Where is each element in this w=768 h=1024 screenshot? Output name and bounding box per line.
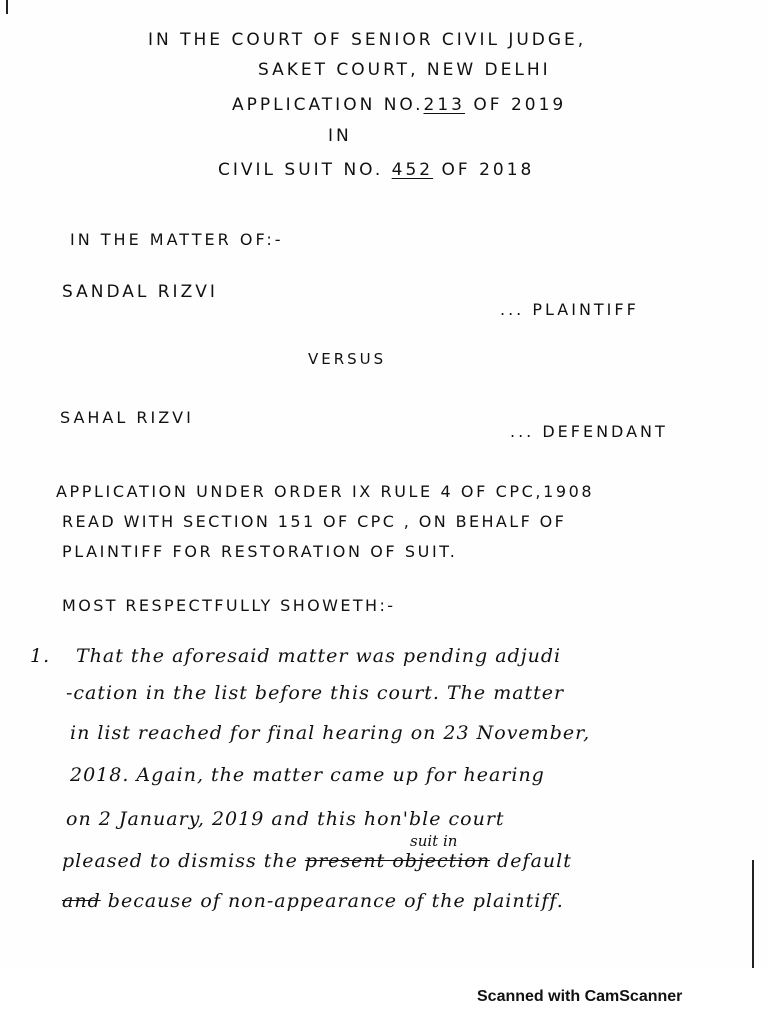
paragraph-line bbox=[62, 890, 564, 912]
defendant-role: ... DEFENDANT bbox=[510, 422, 668, 441]
paragraph-line: -cation in the list before this court. The matter bbox=[66, 682, 565, 704]
salutation: MOST RESPECTFULLY SHOWETH:- bbox=[62, 596, 396, 615]
scan-edge-mark bbox=[752, 860, 754, 968]
struck-words: present objection bbox=[304, 850, 491, 872]
paragraph-line-end: default bbox=[497, 850, 572, 872]
civil-suit-prefix: CIVIL SUIT NO. bbox=[218, 160, 384, 180]
struck-word: and bbox=[62, 890, 101, 912]
civil-suit-value: 452 bbox=[391, 160, 434, 180]
civil-suit-suffix: OF 2018 bbox=[441, 160, 535, 180]
application-number-suffix: OF 2019 bbox=[473, 95, 567, 115]
paragraph-line-text: because of non-appearance of the plaintiff. bbox=[107, 890, 564, 912]
court-title: IN THE COURT OF SENIOR CIVIL JUDGE, bbox=[148, 30, 587, 50]
plaintiff-name: SANDAL RIZVI bbox=[62, 282, 218, 302]
application-title-line: APPLICATION UNDER ORDER IX RULE 4 OF CPC,1908 bbox=[56, 482, 595, 501]
application-number-value: 213 bbox=[423, 95, 465, 115]
paragraph-number: 1. bbox=[30, 645, 51, 667]
scanner-watermark: Scanned with CamScanner bbox=[477, 988, 683, 1005]
paragraph-line bbox=[62, 850, 572, 872]
paragraph-line: on 2 January, 2019 and this hon'ble court bbox=[66, 808, 505, 830]
defendant-name: SAHAL RIZVI bbox=[60, 408, 194, 427]
application-number-prefix: APPLICATION NO. bbox=[232, 95, 424, 115]
application-number bbox=[232, 95, 566, 115]
court-location: SAKET COURT, NEW DELHI bbox=[258, 60, 551, 80]
matter-intro: IN THE MATTER OF:- bbox=[70, 230, 284, 249]
inserted-words: suit in bbox=[410, 832, 458, 850]
scan-edge-mark bbox=[6, 0, 8, 14]
paragraph-line: 2018. Again, the matter came up for hearing bbox=[70, 764, 545, 786]
paragraph-line: in list reached for final hearing on 23 November, bbox=[70, 722, 591, 744]
application-title-line: PLAINTIFF FOR RESTORATION OF SUIT. bbox=[62, 542, 458, 561]
application-title-line: READ WITH SECTION 151 OF CPC , ON BEHALF OF bbox=[62, 512, 567, 531]
versus-label: VERSUS bbox=[308, 350, 387, 368]
in-connector: IN bbox=[328, 126, 352, 146]
paragraph-line-text: pleased to dismiss the bbox=[62, 850, 298, 872]
civil-suit-number bbox=[218, 160, 534, 180]
paragraph-line: That the aforesaid matter was pending adjudi bbox=[76, 645, 562, 667]
plaintiff-role: ... PLAINTIFF bbox=[500, 300, 639, 319]
